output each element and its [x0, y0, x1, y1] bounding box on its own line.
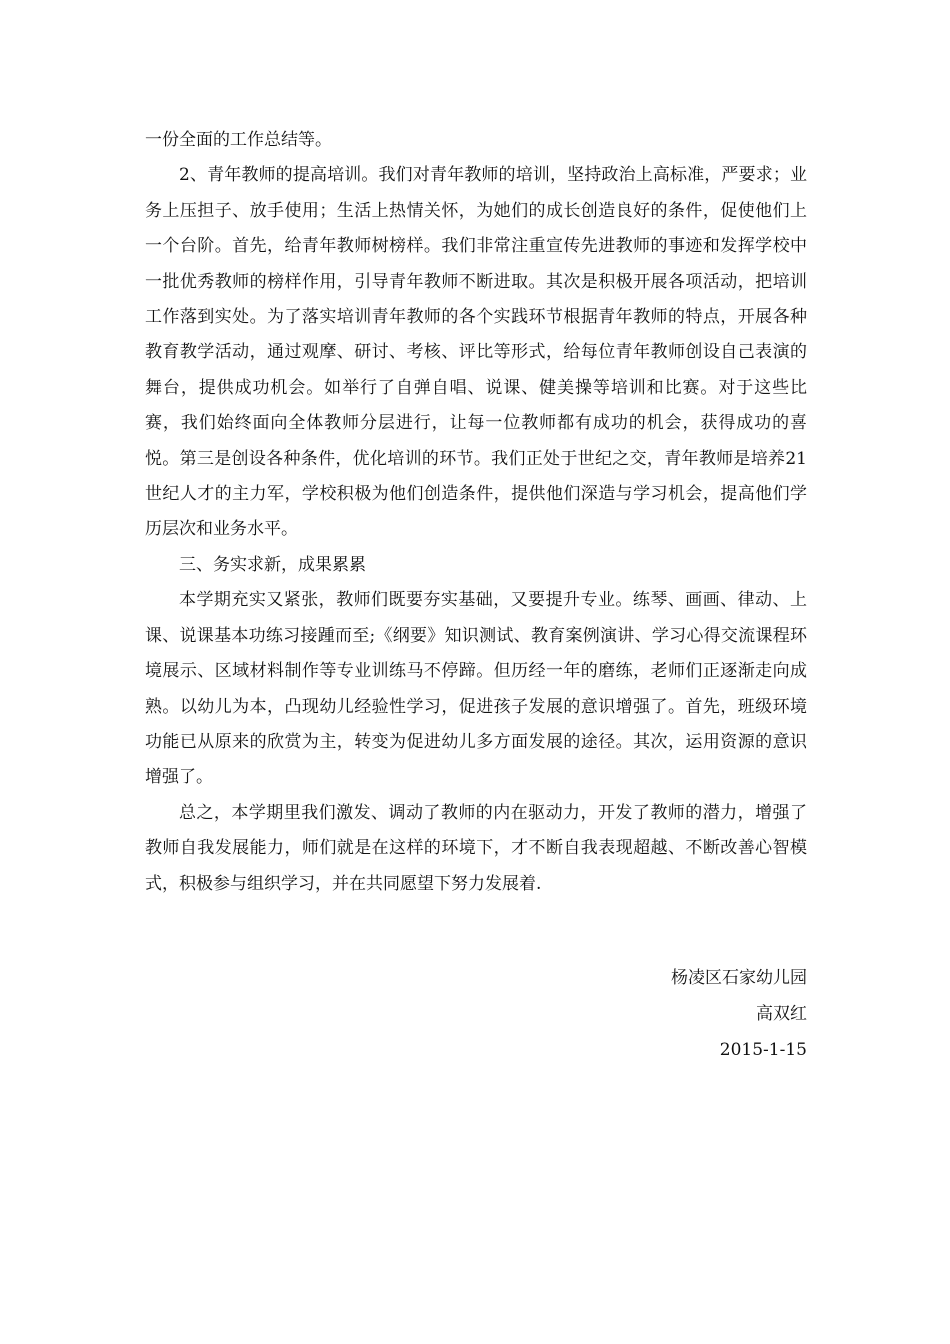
signature-organization: 杨凌区石家幼儿园	[671, 968, 807, 988]
paragraph-young-teacher-training: 2、青年教师的提高培训。我们对青年教师的培训，坚持政治上高标准，严要求；业务上压担子、放手使用；生活上热情关怀，为她们的成长创造良好的条件，促使他们上一个台阶。首先，给青年教师树榜样。我们非常注重宣传先进教师的事迹和发挥学校中一批优秀教师的榜样作用，引导青年教师不断进取。其次是积极开展各项活动，把培训工作落到实处。为了落实培训青年教师的各个实践环节根据青年教师的特点，开展各种教育教学活动，通过观摩、研讨、考核、评比等形式，给每位青年教师创设自己表演的舞台，提供成功机会。如举行了自弹自唱、说课、健美操等培训和比赛。对于这些比赛，我们始终面向全体教师分层进行，让每一位教师都有成功的机会，获得成功的喜悦。第三是创设各种条件，优化培训的环节。我们正处于世纪之交，青年教师是培养21世纪人才的主力军，学校积极为他们创造条件，提供他们深造与学习机会，提高他们学历层次和业务水平。	[145, 165, 807, 540]
section-heading-results: 三、务实求新，成果累累	[179, 554, 366, 575]
paragraph-semester-results: 本学期充实又紧张，教师们既要夯实基础，又要提升专业。练琴、画画、律动、上课、说课基本功练习接踵而至;《纲要》知识测试、教育案例演讲、学习心得交流课程环境展示、区域材料制作等专业训练马不停蹄。但历经一年的磨练，老师们正逐渐走向成熟。以幼儿为本，凸现幼儿经验性学习，促进孩子发展的意识增强了。首先，班级环境功能已从原来的欣赏为主，转变为促进幼儿多方面发展的途径。其次，运用资源的意识增强了。	[145, 590, 807, 788]
paragraph-conclusion: 总之，本学期里我们激发、调动了教师的内在驱动力，开发了教师的潜力，增强了教师自我发展能力，师们就是在这样的环境下，才不断自我表现超越、不断改善心智模式，积极参与组织学习，并在共同愿望下努力发展着.	[145, 802, 807, 894]
signature-date: 2015-1-15	[719, 1040, 807, 1060]
document-body	[145, 123, 807, 902]
signature-author: 高双红	[756, 1004, 807, 1024]
signature-block	[407, 960, 807, 1068]
paragraph-continuation: 一份全面的工作总结等。	[145, 130, 332, 150]
